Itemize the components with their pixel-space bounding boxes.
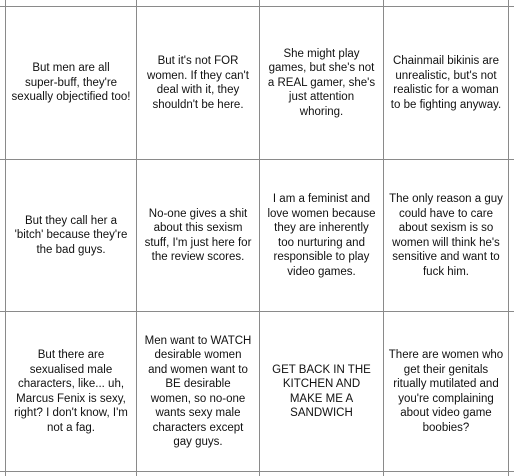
bingo-cell: Men want to WATCH desirable women and women want to BE desirable women, so no-one wants sexy male characters except gay guys. <box>144 334 252 448</box>
bingo-cell: But it's not FOR women. If they can't deal with it, they shouldn't be here. <box>147 55 249 111</box>
bingo-cell: The only reason a guy could have to care about sexism is so women will think he's sensitive and want to fuck him. <box>389 193 503 278</box>
bingo-cell: But they call her a 'bitch' because they're the bad guys. <box>14 214 128 256</box>
bingo-cell: GET BACK IN THE KITCHEN AND MAKE ME A SANDWICH <box>272 363 371 419</box>
grid-line-horizontal <box>0 471 514 472</box>
bingo-cell: No-one gives a shit about this sexism stuff, I'm just here for the review scores. <box>144 207 252 263</box>
bingo-cell: There are women who get their genitals ritually mutilated and you're complaining about video game boobies? <box>388 349 504 434</box>
bingo-cell: She might play games, but she's not a REAL gamer, she's just attention whoring. <box>267 47 376 118</box>
grid-line-vertical <box>508 0 509 476</box>
bingo-cell: Chainmail bikinis are unrealistic, but's not realistic for a woman to be fighting anyway. <box>390 55 502 111</box>
bingo-cell: I am a feminist and love women because they are inherently too nurturing and responsible to play video games. <box>267 193 376 278</box>
bingo-cell: But there are sexualised male characters, like... uh, Marcus Fenix is sexy, right? I don't know, I'm not a fag. <box>14 349 128 434</box>
bingo-cell: But men are all super-buff, they're sexually objectified too! <box>11 62 131 104</box>
